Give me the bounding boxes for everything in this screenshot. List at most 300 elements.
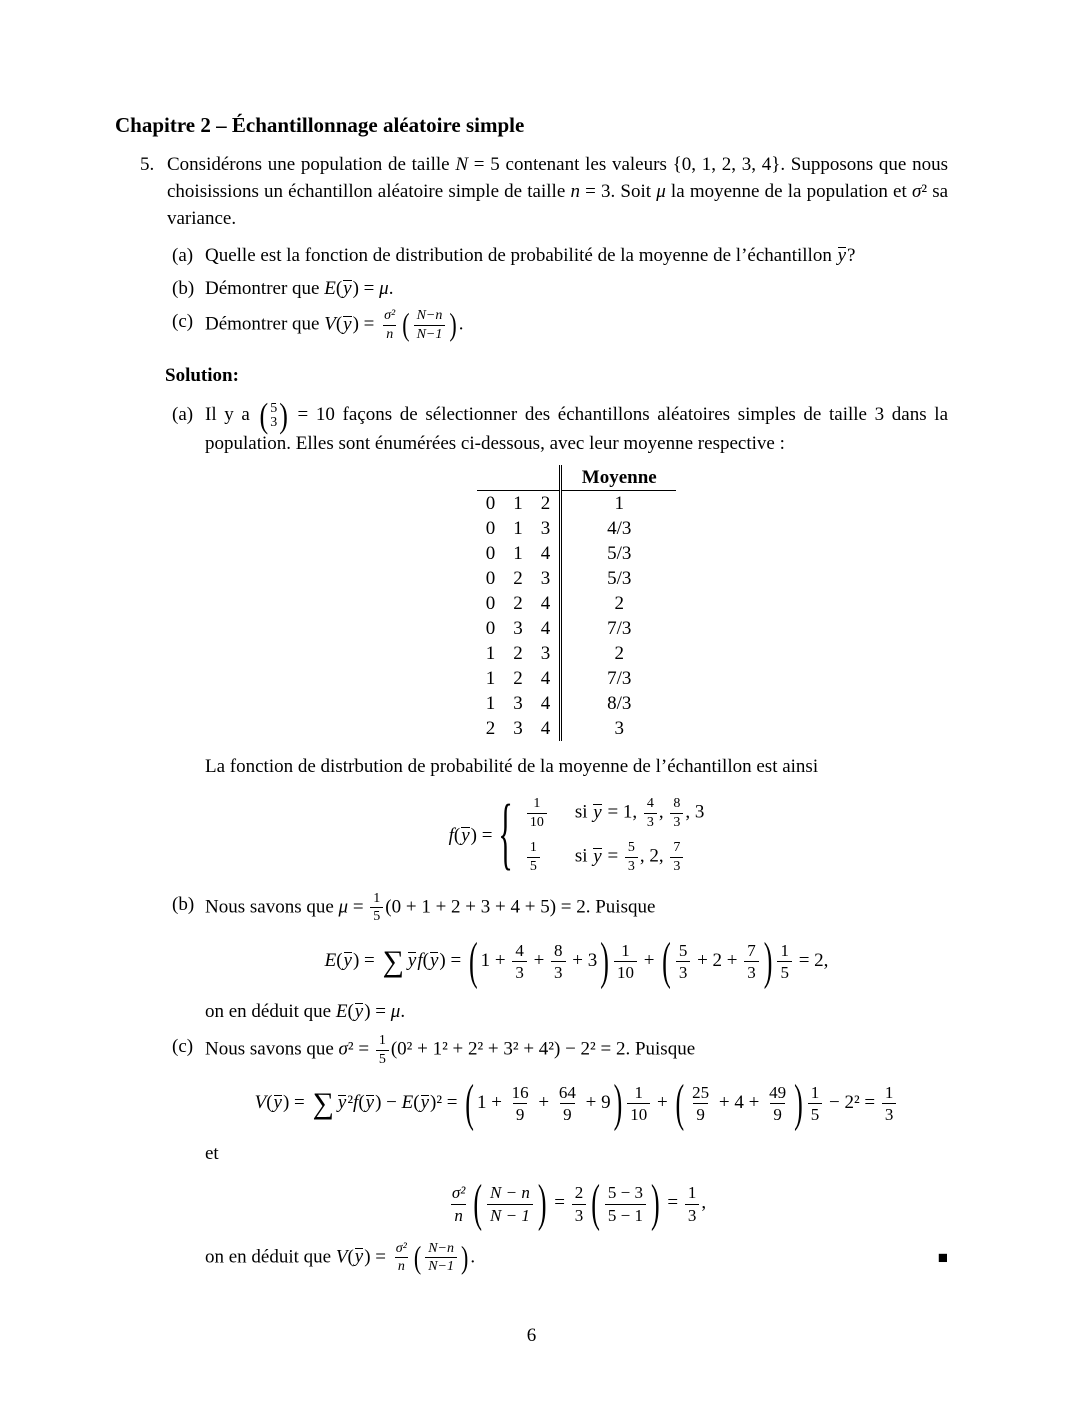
ybar: y [365,1089,375,1116]
denominator: N−1 [414,325,446,343]
math-text: on en déduit que [205,1001,336,1023]
fraction [381,308,398,342]
math-text: La fonction de distrbution de probabilité de la moyenne de l’échantillon est ainsi [205,755,819,777]
solution-text-c [205,1033,948,1067]
math-text: , 3 [685,801,705,823]
table-row [477,490,677,516]
big-paren: ) [449,306,457,343]
fraction [744,941,759,982]
math-text: = 1, [602,801,642,823]
math-text: ( [413,1092,420,1114]
cases-row2-condition [575,840,686,874]
math-var: f [417,949,423,971]
math-text: ( [335,313,343,335]
sample-value: 0 [485,567,496,589]
sample-value: 3 [513,617,523,639]
math-text: ) = [282,1092,310,1114]
math-text: . [388,278,394,299]
sample-value: 1 [513,517,523,539]
ybar: y [343,947,353,974]
math-text: ( [358,1092,365,1114]
sum-symbol: ∑ [312,1087,334,1121]
ybar: y [337,1089,347,1116]
table-header-row [477,465,677,491]
math-text: . [400,1001,406,1023]
sample-value: 3 [540,517,551,539]
et-text [205,1140,948,1167]
math-text: . [458,313,464,335]
ybar: y [273,1089,283,1116]
numerator: 1 [533,795,541,811]
solution-heading: Solution: [165,365,239,387]
math-var: σ [911,181,922,202]
sample-value: 1 [485,642,496,664]
denominator: 3 [676,961,691,982]
fraction [670,840,683,874]
table-row [477,591,677,616]
denominator: 10 [627,1103,650,1124]
question-text-a [205,242,948,269]
sample-value: 4 [540,717,551,739]
sample-value: 1 [485,692,496,714]
fraction [605,1183,646,1224]
mean-value: 8/3 [561,691,677,716]
big-paren: ) [600,931,609,990]
denominator: 3 [882,1103,897,1124]
denominator: 3 [551,961,566,982]
fraction [670,796,683,830]
denominator: 3 [685,1204,700,1225]
fraction [627,1083,650,1124]
denominator: 9 [513,1103,528,1124]
ybar: y [342,311,352,338]
fraction [882,1083,897,1124]
numerator: 1 [373,890,381,906]
item-label-b: (b) [172,278,195,299]
mean-value: 3 [561,716,677,741]
ybar: y [407,947,417,974]
math-text: ( [422,949,429,971]
item-label-c: (c) [172,311,194,332]
denominator: 5 [370,907,383,925]
math-text: 1 + [480,949,511,971]
math-var: n [570,181,580,202]
math-text: , 2, [639,845,669,867]
numerator: 1 [634,1083,644,1103]
problem-number: 5. [140,154,155,175]
denominator: 3 [625,857,638,875]
math-text: + [638,949,660,971]
page-number: 6 [526,1325,537,1346]
ybar: y [837,242,847,269]
denominator: 5 [376,1050,389,1068]
math-text: Il y a [205,404,258,426]
samples-table-wrap [205,465,948,741]
fraction [556,1083,579,1124]
math-text: , [658,801,669,823]
sample-value: 3 [540,567,551,589]
math-text: = 3. Soit [579,181,657,202]
fraction [512,941,527,982]
math-text: ? [847,245,856,266]
big-paren: ( [473,1174,483,1233]
sample-value: 4 [540,592,551,614]
math-text: ( [266,1092,273,1114]
math-text: . [470,1246,476,1268]
math-var: E [324,278,336,299]
problem-5 [115,151,948,232]
mean-value: 1 [561,490,677,516]
table-row [477,516,677,541]
expected-value-equation [205,931,948,990]
big-paren: ) [613,1073,623,1132]
sample-value: 0 [485,517,496,539]
mean-value: 4/3 [561,516,677,541]
sample-value: 1 [485,667,496,689]
sample-value: 2 [513,592,523,614]
ybar: y [420,1089,430,1116]
denominator: 3 [512,961,527,982]
numerator: 16 [511,1083,529,1103]
table-row [477,716,677,741]
numerator: 1 [810,1083,820,1103]
cases-equation-block [205,789,948,879]
mean-value: 7/3 [561,616,677,641]
denominator: 3 [572,1204,587,1225]
fraction [393,1241,410,1275]
question-item-a [172,242,948,269]
math-text: − 2² = [824,1092,880,1114]
numerator: σ² [451,1183,466,1203]
big-paren: ( [662,931,671,990]
math-text: ) = [352,278,380,299]
math-text: + 2 + [692,949,743,971]
math-text: si [574,845,593,867]
denominator: 9 [693,1103,708,1124]
big-paren: ) [763,931,773,990]
fraction [527,796,547,830]
sum-symbol: ∑ [382,944,404,978]
sample-value: 1 [513,542,523,564]
ybar: y [592,799,602,826]
qed-symbol: ■ [937,1248,948,1268]
ybar: y [342,275,352,302]
item-label-a: (a) [172,245,194,266]
sample-value: 0 [485,592,496,614]
deduction-b-text [205,998,948,1025]
math-text: = 2, [793,949,829,971]
table-header-empty [477,465,561,491]
fraction [572,1183,587,1224]
numerator: σ² [384,308,396,323]
math-text: (0² + 1² + 2² + 3² + 4²) − 2² = 2. Puisque [390,1038,696,1060]
table-row [477,566,677,591]
numerator: N−n [416,308,443,323]
variance-equation [205,1073,948,1132]
big-paren: ( [465,1073,474,1132]
ybar: y [354,1243,364,1270]
math-text: = 5 contenant les valeurs {0, 1, 2, 3, 4}. Supposons que nous choisissions un échantillon aléatoire simple de taille [167,154,948,202]
fraction [625,840,638,874]
fraction [370,891,383,925]
solution-label-a: (a) [172,404,194,426]
math-text: + 3 [567,949,598,971]
fraction [689,1083,712,1124]
math-text: = [348,896,369,918]
variance-formula-equation [205,1174,948,1233]
big-paren: ( [413,1238,422,1276]
math-text: + 4 + [714,1092,765,1114]
math-text: + [652,1092,673,1114]
math-var: V [335,1246,348,1268]
fraction [509,1083,532,1124]
deduction-c-text [205,1238,476,1276]
math-text: Considérons une population de taille [167,154,456,175]
sample-value: 4 [540,667,551,689]
math-var: μ [390,1001,401,1023]
math-text: )² = [430,1092,463,1114]
math-text: = [549,1192,570,1214]
math-text: ( [335,278,343,299]
math-var: E [335,1001,348,1023]
math-text: + 9 [580,1092,611,1114]
denominator: 3 [644,813,657,831]
solution-text-b [205,891,948,925]
chapter-title: Chapitre 2 – Échantillonnage aléatoire simple [115,113,525,137]
sample-value: 2 [485,717,496,739]
math-var: N [455,154,469,175]
numerator: 5 − 3 [607,1183,643,1203]
math-var: μ [338,896,349,918]
big-paren: ) [537,1174,547,1233]
binomial-coefficient: ( 5 3 ) [259,395,288,435]
math-text: ( [453,824,461,846]
numerator: 5 [678,941,688,961]
numerator: 49 [769,1083,787,1103]
math-text: Nous savons que [205,1038,339,1060]
numerator: σ² [395,1240,407,1256]
math-text: ) = [470,824,493,846]
math-var: V [324,313,336,335]
solution-part-c [172,1033,948,1067]
numerator: 4 [515,941,524,961]
math-text: ) = [352,949,380,971]
question-text-c [205,308,948,342]
numerator: 1 [884,1083,894,1103]
math-var: μ [656,181,666,202]
ybar: y [429,947,439,974]
numerator: 2 [574,1183,584,1203]
denominator: 10 [614,961,637,982]
question-text-b [205,275,948,302]
mean-value: 2 [561,641,677,666]
ybar: y [592,843,602,870]
big-paren: ( [402,306,410,343]
mean-value: 2 [561,591,677,616]
math-text: ( [347,1001,354,1023]
solution-text-a [205,395,948,457]
numerator: 25 [692,1083,710,1103]
numerator: 8 [673,795,681,811]
denominator: n [395,1257,408,1275]
math-text: ( [347,1246,354,1268]
fraction [551,941,566,982]
fraction [376,1033,389,1067]
mean-value: 7/3 [561,666,677,691]
math-text: = [602,845,623,867]
denominator: 5 [808,1103,823,1124]
fraction [644,796,657,830]
math-var: E [401,1092,414,1114]
cases-lhs [449,822,493,849]
numerator: N−n [428,1240,455,1256]
math-text: ( [336,949,343,971]
denominator: N−1 [425,1257,457,1275]
big-paren: ) [461,1238,469,1276]
fraction [614,941,637,982]
sample-value: 3 [513,692,523,714]
cases-row1-condition [575,796,705,830]
denominator: 3 [670,813,683,831]
sample-value: 4 [540,692,551,714]
cases-rows [525,796,705,875]
fraction [808,1083,823,1124]
sample-value: 2 [513,567,523,589]
denominator: 9 [560,1103,575,1124]
cases-row2-value [525,840,542,874]
fraction [766,1083,789,1124]
big-paren: ( [591,1174,600,1233]
sample-value: 0 [485,542,496,564]
table-row [477,691,677,716]
denominator: 3 [744,961,759,982]
sample-value: 2 [513,667,523,689]
math-text: ) = [364,1246,391,1268]
numerator: 1 [621,941,630,961]
sample-value: 4 [540,617,551,639]
sample-value: 3 [540,642,551,664]
denominator: 5 [777,961,792,982]
math-text: ² = [347,1038,374,1060]
math-text: Démontrer que [205,313,325,335]
math-text: = [662,1192,683,1214]
cases-equation [448,789,705,879]
math-text: ) − [375,1092,402,1114]
big-paren: ) [650,1174,660,1233]
math-text: la moyenne de la population et [665,181,912,202]
fraction [527,840,540,874]
numerator: 5 [627,840,635,856]
fraction [685,1183,700,1224]
math-text: Nous savons que [205,896,339,918]
big-paren: ( [675,1073,685,1132]
mean-value: 5/3 [561,541,677,566]
math-text: si [574,801,593,823]
fraction [425,1241,457,1275]
solution-part-b [172,891,948,925]
big-paren: ( [468,931,478,990]
math-text: + [528,949,550,971]
numerator: 4 [646,795,654,811]
fraction [449,1183,468,1224]
numerator: 64 [558,1083,576,1103]
numerator: 1 [687,1183,697,1203]
math-var: V [254,1092,267,1114]
math-text: ) = [352,313,380,335]
math-text: ) = [439,949,466,971]
math-var: σ [338,1038,348,1060]
sample-value: 1 [513,492,523,514]
numerator: N − n [490,1183,530,1203]
math-var: μ [379,278,389,299]
math-text: ² [347,1092,354,1114]
math-text: ) = [364,1001,391,1023]
sample-value: 0 [485,617,496,639]
mean-value: 5/3 [561,566,677,591]
samples-table [477,465,677,741]
numerator: 7 [747,941,756,961]
math-text: + [533,1092,554,1114]
cases-row1-value [525,796,549,830]
numerator: 1 [529,840,537,856]
math-text: (0 + 1 + 2 + 3 + 4 + 5) = 2. Puisque [385,896,656,918]
fraction [414,308,446,342]
fraction [676,941,691,982]
fraction [487,1183,533,1224]
fraction [777,941,792,982]
sample-value: 0 [485,492,496,514]
math-var: f [353,1092,359,1114]
sample-value: 3 [513,717,523,739]
question-item-b [172,275,948,302]
numerator: 1 [780,941,789,961]
sample-value: 2 [540,492,551,514]
denominator: 5 [527,857,540,875]
denominator: 10 [527,813,547,831]
sample-value: 4 [540,542,551,564]
denominator: N − 1 [487,1204,533,1225]
solution-label-c: (c) [172,1036,194,1058]
numerator: 7 [673,840,681,856]
math-text: 1 + [476,1092,507,1114]
ybar: y [460,822,470,849]
table-row [477,666,677,691]
math-text: on en déduit que [205,1246,336,1268]
solution-label-b: (b) [172,893,195,915]
denominator: 9 [770,1103,785,1124]
math-var: E [324,949,337,971]
ybar: y [354,998,364,1025]
denominator: 5 − 1 [605,1204,646,1225]
math-text: et [205,1143,219,1165]
solution-part-a [172,395,948,457]
table-row [477,541,677,566]
denominator: n [383,325,396,343]
table-header-moyenne: Moyenne [561,465,677,491]
table-row [477,641,677,666]
question-item-c [172,308,948,342]
problem-intro [167,151,948,232]
numerator: 8 [554,941,563,961]
math-text: , [701,1192,707,1214]
math-text: Quelle est la fonction de distribution de probabilité de la moyenne de l’échantillon [205,245,837,266]
distribution-intro-text [205,753,948,780]
denominator: 3 [670,857,683,875]
math-text: = 10 façons de sélectionner des échantillons aléatoires simples de taille 3 dans la population. Elles sont énumérées ci-dessous, avec leur moyenne respective : [205,404,948,454]
math-text: Démontrer que [205,278,325,299]
denominator: n [451,1204,466,1225]
math-text: ² sa variance. [167,181,949,229]
